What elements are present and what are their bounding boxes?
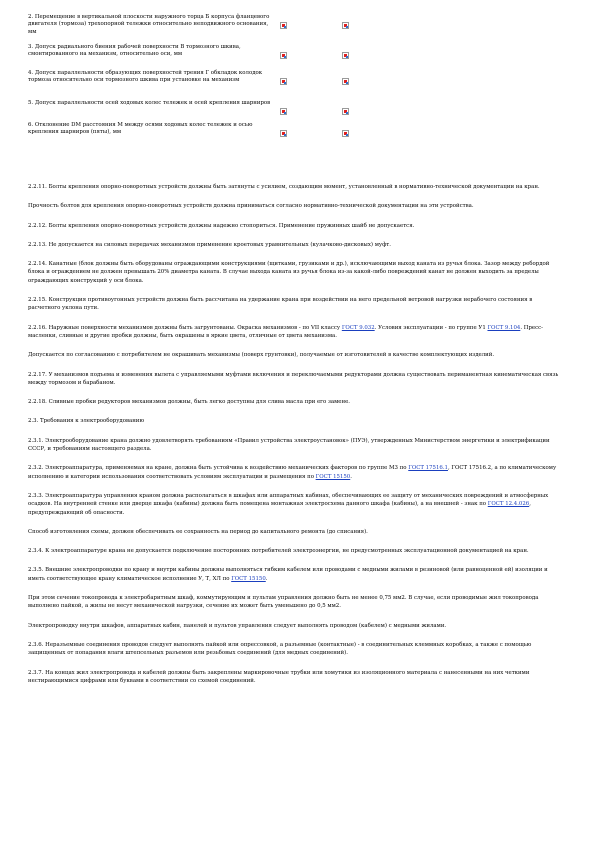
table-image-cell	[342, 44, 382, 70]
table-image-cell	[342, 122, 382, 146]
broken-image-icon	[342, 52, 349, 59]
standard-link[interactable]: ГОСТ 17516.1	[408, 465, 448, 472]
table-image-cell	[280, 122, 342, 146]
paragraph	[28, 492, 566, 517]
table-row-description: 3. Допуск радиального биения рабочей поверхности В тормозного шкива, смонтированного на механизм, относительно оси, мм	[28, 44, 241, 58]
table-row-description: 4. Допуск параллельности образующих поверхностей трения Г обкладок колодок тормоза относительно оси тормозного шкива при установке на механизм	[28, 70, 263, 84]
paragraph-text: 2.3.5. Внешние электропроводки по крану и внутри кабины должны выполняться гибким кабелем или проводами с медными жилами в резиновой (или равноценной ей) изоляции и иметь соответствующее крану климатическое исполнение У, Т, ХЛ по	[28, 567, 548, 582]
table-image-cell	[342, 100, 382, 122]
paragraph	[28, 324, 566, 341]
paragraph: 2.2.13. Не допускается на силовых передачах механизмов применение кроетовых уравнительных (кулачково-дисковых) муфт.	[28, 241, 391, 248]
paragraph	[28, 464, 566, 481]
paragraph-text: . Пресс-масленки, сливные и другие пробки должны, быть окрашены в яркие цвета, отличные от цвета механизма.	[28, 324, 543, 339]
paragraph: Допускается по согласованию с потребителем не окрашивать механизмы (поверх грунтовки), получаемые от изготовителей в качестве комплектующих изделий.	[28, 352, 495, 359]
broken-image-icon	[280, 130, 287, 137]
paragraph: Способ изготовления схемы, должен обеспечивать ее сохранность на период до капитального ремонта (до списания).	[28, 528, 368, 535]
broken-image-icon	[342, 108, 349, 115]
standard-link[interactable]: ГОСТ 9.032	[341, 324, 375, 331]
document-body	[28, 172, 566, 685]
table-row-description: 5. Допуск параллельности осей ходовых колес тележек и осей крепления шарниров	[28, 100, 271, 106]
table-image-cell	[342, 70, 382, 100]
paragraph: 2.3.7. На концах жил электропровода и кабелей должны быть закреплены маркировочные трубки или хомутики из изоляционного материала с нанесенными на них четкими нестирающимися цифрами или буквами в соответствии со схемой соединений.	[28, 669, 530, 684]
paragraph-text: .	[350, 473, 352, 480]
table-image-cell	[280, 44, 342, 70]
standard-link[interactable]: ГОСТ 15150	[231, 575, 266, 582]
standard-link[interactable]: ГОСТ 9.104	[487, 324, 521, 331]
tolerance-table	[28, 14, 382, 146]
paragraph: Прочность болтов для крепления опорно-поворотных устройств должна приниматься согласно нормативно-технической документации на эти устройства.	[28, 203, 474, 210]
broken-image-icon	[280, 22, 287, 29]
paragraph: 2.3.6. Неразъемные соединения проводов следует выполнять пайкой или опрессовкой, а разъемные (контактные) - в соединительных клеммных коробках, а также с помощью защищенных от попадания влаги штепсельных разъемов или резьбовых соединений (для медных соединений).	[28, 641, 532, 657]
broken-image-icon	[342, 22, 349, 29]
paragraph: 2.3.4. К электроаппаратуре крана не допускается подключение посторонних потребителей электроэнергии, не предусмотренных эксплуатационной документацией на кран.	[28, 548, 529, 555]
broken-image-icon	[280, 78, 287, 85]
table-row	[28, 122, 382, 146]
paragraph: 2.2.11. Болты крепления опорно-поворотных устройств должны быть затянуты с усилием, создающим момент, установленный в нормативно-технической документации на кран.	[28, 184, 540, 190]
paragraph-text: 2.3.2. Электроаппаратура, применяемая на кране, должна быть устойчива к воздействию механических факторов по группе М3 по	[28, 465, 409, 472]
paragraph: При этом сечение токопровода к электробаритным шкаф, коммутирующим и пультам управления должно быть не менее 0,75 мм2. В случае, если проводимые жил токопровода выполнено пайкой, а жилы не несут механической нагрузки, сечение их может быть уменьшено до 0,5 мм2.	[28, 595, 539, 610]
table-row	[28, 70, 382, 100]
table-row	[28, 44, 382, 70]
paragraph: 2.2.18. Сливные пробки редукторов механизмов должны, быть легко доступны для слива масла при его замене.	[28, 399, 350, 406]
paragraph: 2.2.15. Конструкция противоугонных устройств должна быть рассчитана на удержание крана при воздействии на него предельной ветровой нагрузки нерабочего состояния в расчетного уклона пути.	[28, 297, 533, 312]
table-row-description: 2. Перемещение в вертикальной плоскости наружного торца Б корпуса фланцевого двигателя (тормоза) трехопорной тележки относительно неподвижного основания, мм	[28, 14, 270, 35]
table-row-description: 6. Отклонение DМ расстояния М между осями ходовых колес тележек и осью крепления шарниров (пяты), мм	[28, 122, 253, 136]
standard-link[interactable]: ГОСТ 15150	[315, 473, 351, 480]
paragraph: 2.3.1. Электрооборудование крана должно удовлетворять требованиям «Правил устройства электроустановок» (ПУЭ), утвержденных Министерством энергетики и электрификации СССР, и требованиям настоящего раздела.	[28, 437, 550, 453]
table-row	[28, 100, 382, 122]
paragraph: 2.2.12. Болты крепления опорно-поворотных устройств должны надежно стопориться. Применение пружинных шайб не допускается.	[28, 222, 415, 229]
tolerance-table-body	[28, 14, 382, 146]
broken-image-icon	[280, 52, 287, 59]
table-image-cell	[342, 14, 382, 44]
broken-image-icon	[342, 78, 349, 85]
paragraph-text: , ГОСТ 17516.2, а по климатическому исполнению и категории использования соответствовать условиям эксплуатации и размещения по	[28, 465, 557, 480]
paragraph: 2.2.17. У механизмов подъема и изменения вылета с управляемыми муфтами включения и переключаемыми редукторами должна существовать периманентная кинематическая связь между тормозом и барабаном.	[28, 371, 559, 386]
paragraph: 2.3. Требования к электрооборудованию	[28, 418, 145, 425]
table-image-cell	[280, 14, 342, 44]
paragraph-text: .	[265, 575, 268, 582]
table-row	[28, 14, 382, 44]
paragraph: Электропроводку внутри шкафов, аппаратных кабин, панелей и пультов управления следует выполнять проводом (кабелем) с медными жилами.	[28, 622, 447, 629]
paragraph-text: 2.3.3. Электроаппаратура управления краном должна располагаться в шкафах или аппаратных кабинах, обеспечивающих ее защиту от механических повреждений и атмосферных осадков. На внутренней стенке или дверце шкафа (кабины) должна быть помещена монтажная электросхема данного шкафа (кабины), а на внешней - знак по	[28, 492, 549, 508]
broken-image-icon	[280, 108, 287, 115]
paragraph	[28, 566, 566, 583]
standard-link[interactable]: ГОСТ 12.4.026	[487, 501, 530, 508]
table-image-cell	[280, 70, 342, 100]
paragraph-text: . Условия эксплуатации - по группе У1	[374, 324, 488, 331]
broken-image-icon	[342, 130, 349, 137]
paragraph-text: 2.2.16. Наружные поверхности механизмов должны быть загрунтованы. Окраска механизмов - по VII классу	[28, 324, 342, 331]
paragraph: 2.2.14. Канатные (блок должны быть оборудованы ограждающими конструкциями (щитками, грузиками и др.), исключающими выход каната из ручья блока. Зазор между ребордой блока и ограждением не должен превышать 20% диаметра каната. В случае выхода каната из ручья блока из-за какой-либо повреждений канат не должен выходить за пределы ограждающих конструкций у оси блока.	[28, 261, 550, 284]
paragraph-text: , предупреждающий об опасности.	[28, 501, 531, 516]
table-image-cell	[280, 100, 342, 122]
